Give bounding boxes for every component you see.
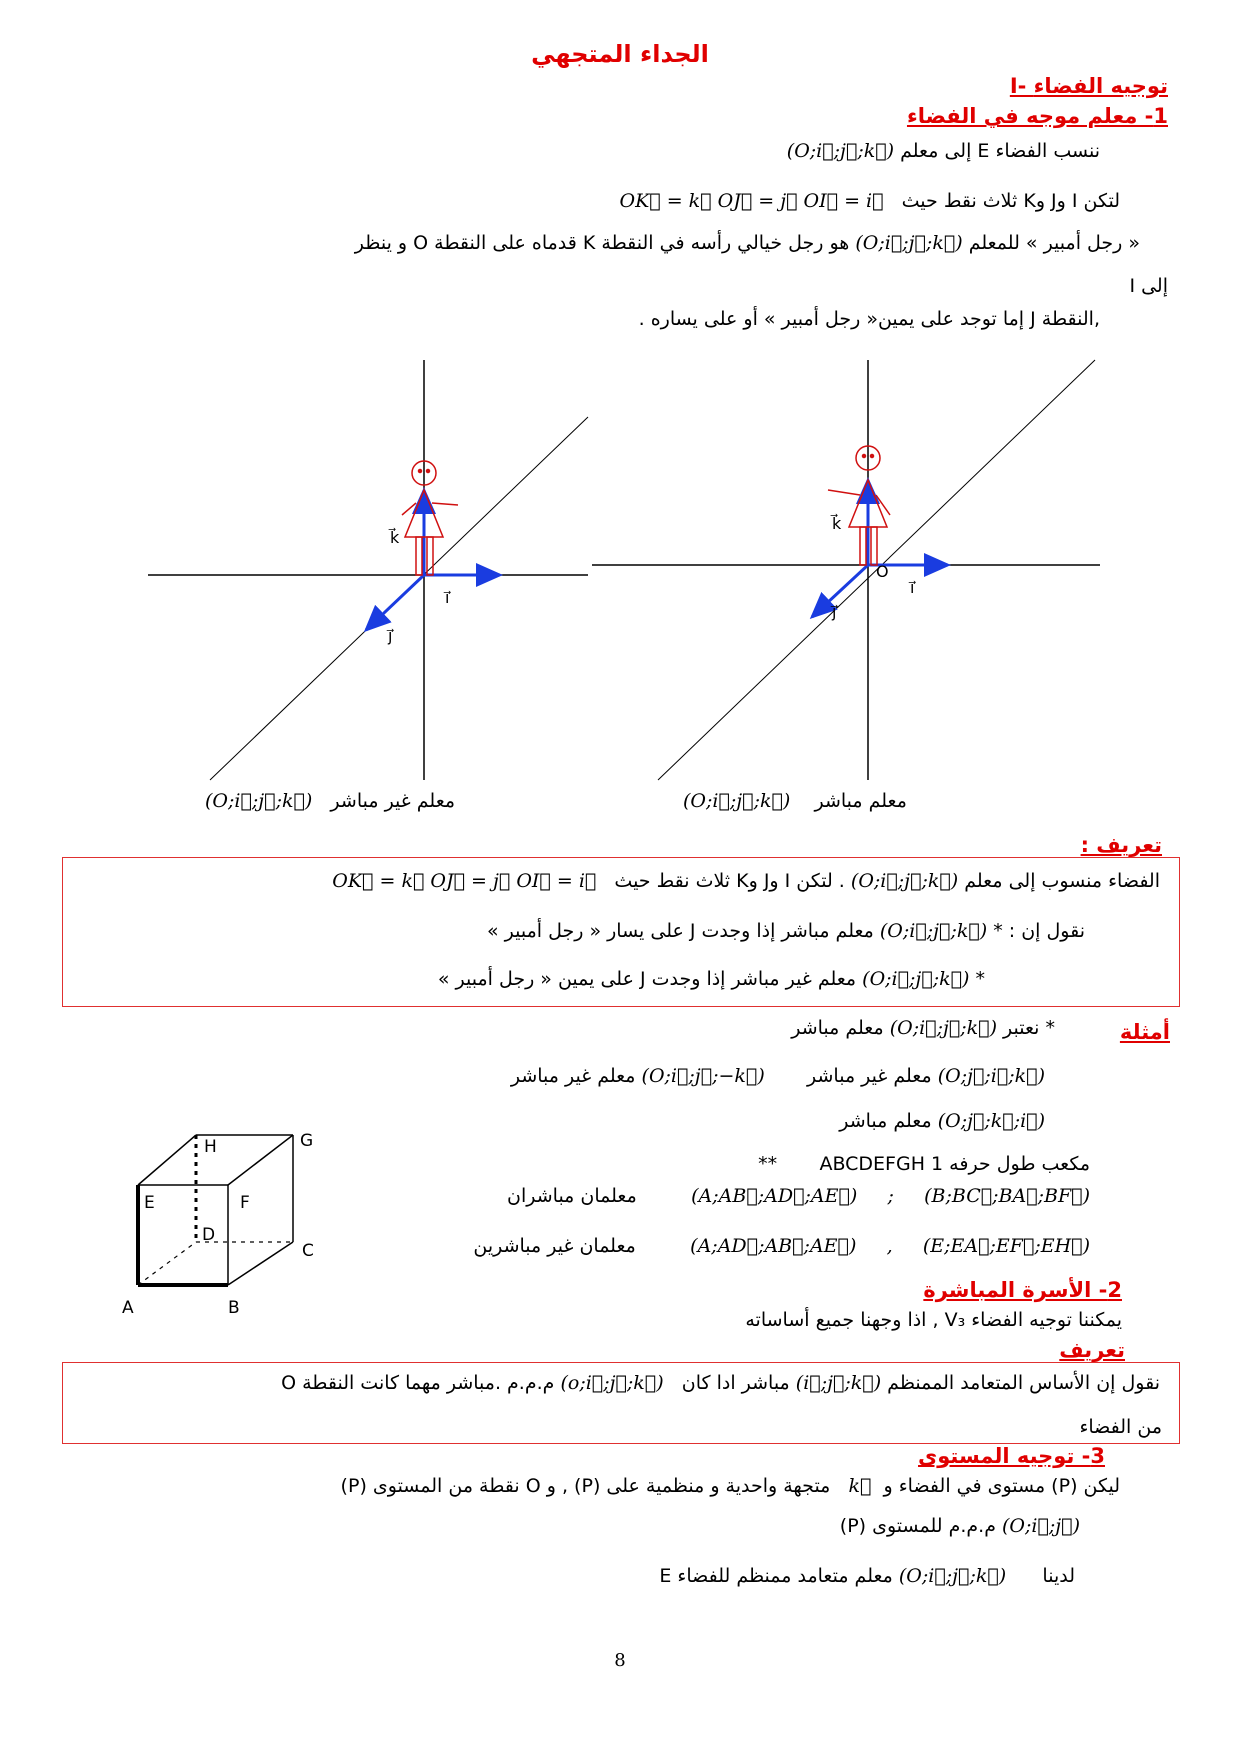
o-label-right: O xyxy=(876,562,889,581)
example-line-2: (O;j⃗;i⃗;k⃗) معلم غير مباشر (O;i⃗;j⃗;−k⃗) معلم غير مباشر xyxy=(510,1065,1045,1087)
examples-heading: أمثلة xyxy=(1119,1020,1170,1044)
cube-diagram xyxy=(118,1120,368,1335)
subsection-heading-oriented-frame: 1- معلم موجه في الفضاء xyxy=(906,104,1168,128)
cube-label-d: D xyxy=(202,1225,216,1245)
caption-indirect: معلم غير مباشر (O;i⃗;j⃗;k⃗) xyxy=(205,790,456,812)
example-line-6: (E;EA⃗;EF⃗;EH⃗) , (A;AD⃗;AB⃗;AE⃗) معلمان غير مباشرين xyxy=(473,1235,1090,1257)
example-line-5: (B;BC⃗;BA⃗;BF⃗) ; (A;AB⃗;AD⃗;AE⃗) معلمان مباشران xyxy=(507,1185,1090,1207)
section2-line-1: يمكننا توجيه الفضاء V₃ , اذا وجهنا جميع أساساته xyxy=(745,1309,1122,1331)
cube-label-h: H xyxy=(204,1137,217,1157)
intro-line-5: ,النقطة J إما توجد على يمين« رجل أمبير » أو على يساره . xyxy=(638,308,1100,330)
section-heading-plane-orientation: 3- توجيه المستوى xyxy=(918,1444,1105,1468)
section-heading-direct-family: 2- الأسرة المباشرة xyxy=(923,1278,1122,1302)
intro-line-1: ننسب الفضاء E إلى معلم (O;i⃗;j⃗;k⃗) xyxy=(786,140,1100,162)
section-heading-orientation-space: I- توجيه الفضاء xyxy=(1009,74,1168,98)
cube-label-a: A xyxy=(122,1298,134,1318)
ampere-figures xyxy=(140,355,1100,785)
section3-line-1: ليكن (P) مستوى في الفضاء و k⃗ متجهة واحدية و منظمية على (P) , و O نقطة من المستوى (P) xyxy=(340,1475,1120,1497)
section2-def-line-1: نقول إن الأساس المتعامد الممنظم (i⃗;j⃗;k⃗) مباشر ادا كان (o;i⃗;j⃗;k⃗) م.م.م .مباشر مهما كانت النقطة O xyxy=(281,1372,1160,1394)
definition1-line-1: الفضاء منسوب إلى معلم (O;i⃗;j⃗;k⃗) . لتكن I وJ وK ثلاث نقط حيث OK⃗ = k⃗ OJ⃗ = j⃗ OI⃗ = i⃗ xyxy=(332,870,1160,892)
k-label-right: k⃗ xyxy=(832,514,842,533)
page-number: 8 xyxy=(614,1650,626,1671)
definition1-line-2: نقول إن : * (O;i⃗;j⃗;k⃗) معلم مباشر إذا وجدت J على يسار « رجل أمبير » xyxy=(487,920,1085,942)
k-label-left: k⃗ xyxy=(390,528,400,547)
cube-label-g: G xyxy=(300,1131,314,1151)
i-label-right: i⃗ xyxy=(910,578,915,597)
intro-line-2: لتكن I وJ وK ثلاث نقط حيث OK⃗ = k⃗ OJ⃗ = j⃗ OI⃗ = i⃗ xyxy=(619,190,1120,212)
caption-direct: معلم مباشر (O;i⃗;j⃗;k⃗) xyxy=(683,790,907,812)
j-label-left: j⃗ xyxy=(388,626,393,645)
cube-label-b: B xyxy=(228,1298,240,1318)
section2-def-line-2: من الفضاء xyxy=(1079,1416,1162,1438)
cube-label-f: F xyxy=(240,1193,250,1213)
ampere-man-right xyxy=(828,446,890,565)
example-line-1: * نعتبر (O;i⃗;j⃗;k⃗) معلم مباشر xyxy=(791,1017,1055,1039)
page-title: الجداء المتجهي xyxy=(531,40,709,68)
definition-heading-1: تعريف : xyxy=(1080,833,1162,857)
indirect-frame-diagram xyxy=(148,360,588,780)
example-line-3: (O;j⃗;k⃗;i⃗) معلم مباشر xyxy=(839,1110,1045,1132)
definition1-line-3: * (O;i⃗;j⃗;k⃗) معلم غير مباشر إذا وجدت J على يمين « رجل أمبير » xyxy=(437,968,985,990)
i-label-left: i⃗ xyxy=(445,588,450,607)
example-line-4: ** ABCDEFGH مكعب طول حرفه 1 xyxy=(758,1153,1090,1175)
cube-label-c: C xyxy=(302,1241,314,1261)
definition-heading-2: تعريف xyxy=(1059,1338,1125,1362)
intro-line-3: « رجل أمبير » للمعلم (O;i⃗;j⃗;k⃗) هو رجل خيالي رأسه في النقطة K قدماه على النقطة O و ينظر xyxy=(354,232,1140,254)
direct-frame-diagram xyxy=(592,360,1100,780)
section3-line-3: لدينا (O;i⃗;j⃗;k⃗) معلم متعامد ممنظم للفضاء E xyxy=(659,1565,1075,1587)
j-label-right: j⃗ xyxy=(832,602,837,621)
cube-label-e: E xyxy=(144,1193,155,1213)
ampere-man-left xyxy=(402,461,458,575)
intro-line-4: إلى I xyxy=(1129,275,1168,297)
section3-line-2: (O;i⃗;j⃗) م.م.م للمستوى (P) xyxy=(839,1515,1080,1537)
